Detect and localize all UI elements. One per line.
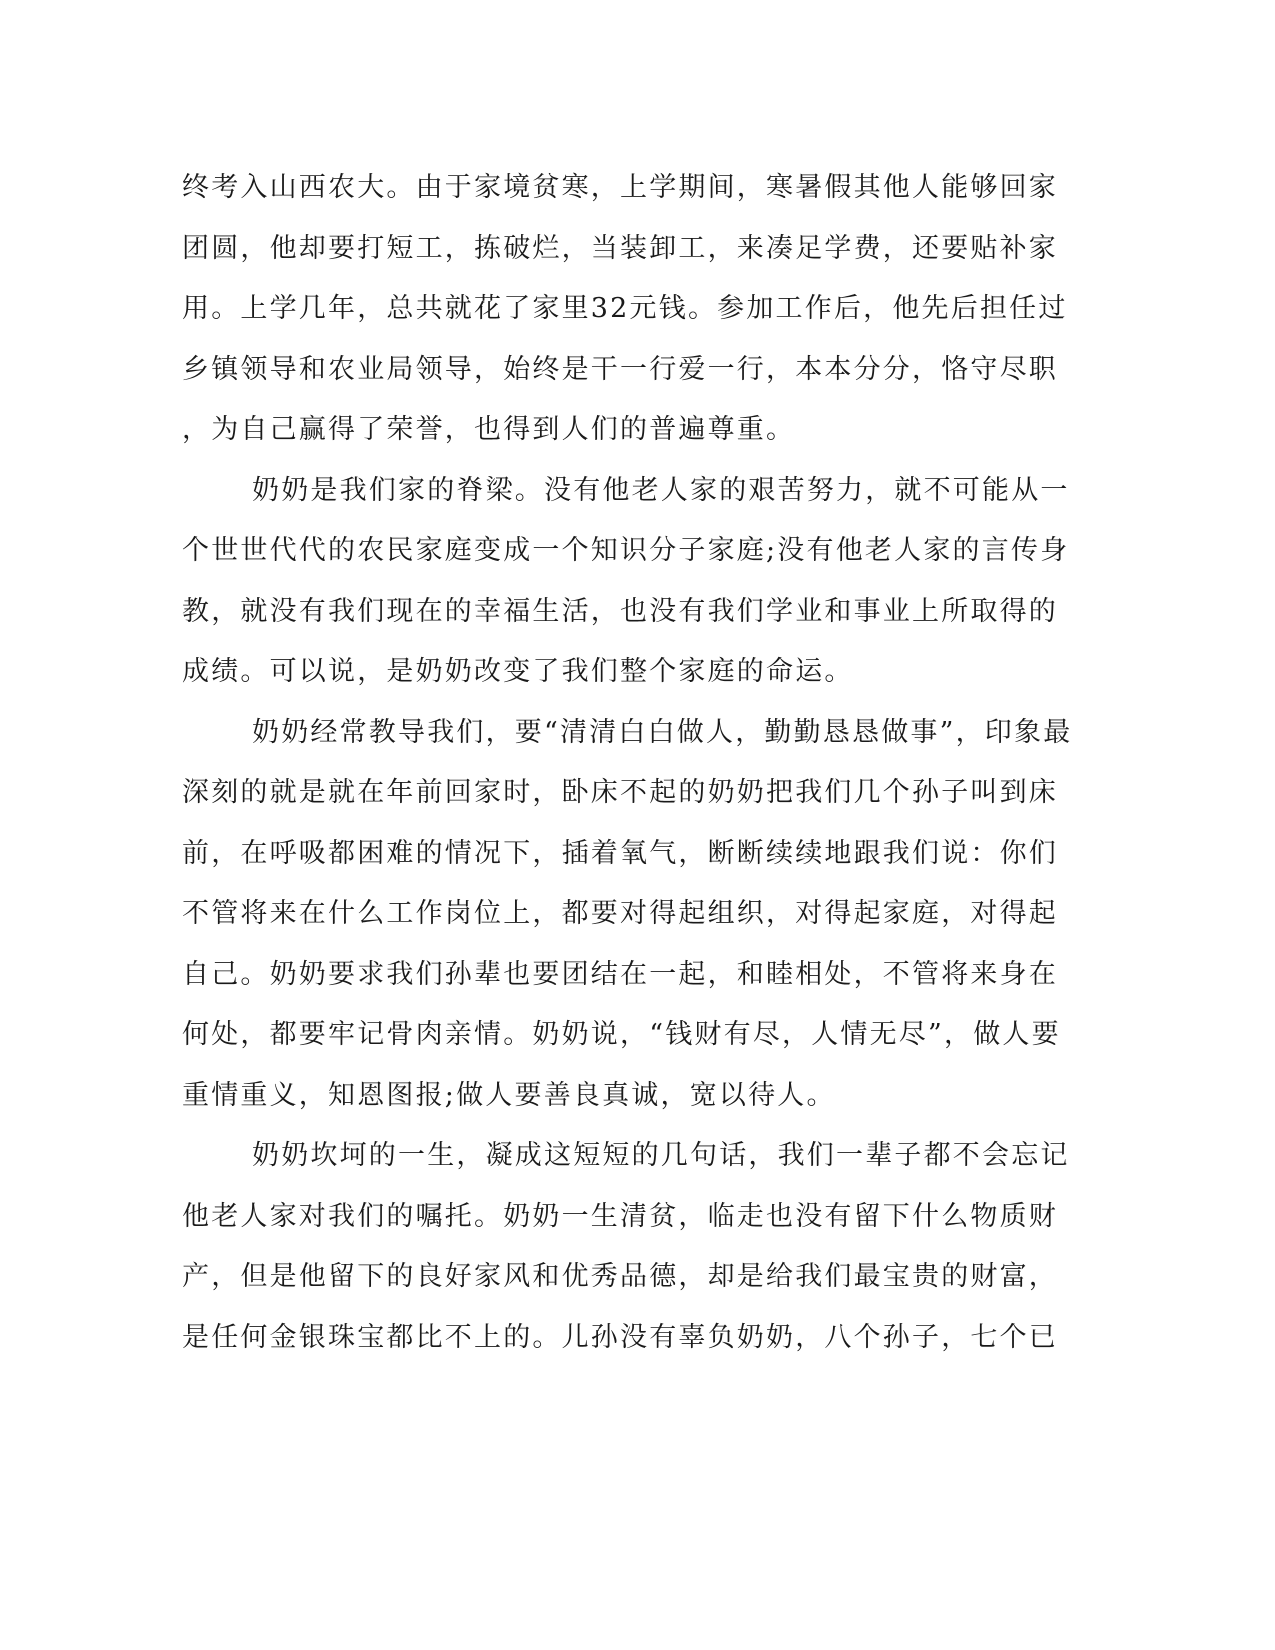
text-line: 个世世代代的农民家庭变成一个知识分子家庭;没有他老人家的言传身 — [182, 535, 1070, 566]
text-line: 何处，都要牢记骨肉亲情。奶奶说，“钱财有尽，人情无尽”，做人要 — [182, 1019, 1061, 1050]
text-line: 前，在呼吸都困难的情况下，插着氧气，断断续续地跟我们说：你们 — [182, 837, 1058, 869]
text-line: 重情重义，知恩图报;做人要善良真诚，宽以待人。 — [182, 1079, 836, 1111]
text-line: 终考入山西农大。由于家境贫寒，上学期间，寒暑假其他人能够回家 — [182, 172, 1058, 203]
document-body — [182, 158, 1073, 1368]
text-line: 教，就没有我们现在的幸福生活，也没有我们学业和事业上所取得的 — [182, 595, 1058, 627]
text-line: 用。上学几年，总共就花了家里32元钱。参加工作后，他先后担任过 — [182, 293, 1068, 324]
text-line: 产，但是他留下的良好家风和优秀品德，却是给我们最宝贵的财富， — [182, 1261, 1058, 1292]
text-line: 他老人家对我们的嘱托。奶奶一生清贫，临走也没有留下什么物质财 — [182, 1200, 1058, 1232]
text-line: ，为自己赢得了荣誉，也得到人们的普遍尊重。 — [182, 414, 796, 445]
text-line: 乡镇领导和农业局领导，始终是干一行爱一行，本本分分，恪守尽职 — [182, 353, 1058, 385]
paragraph-2 — [182, 461, 1070, 703]
text-line: 深刻的就是就在年前回家时，卧床不起的奶奶把我们几个孙子叫到床 — [182, 777, 1058, 808]
text-line: 奶奶是我们家的脊梁。没有他老人家的艰苦努力，就不可能从一 — [252, 474, 1070, 506]
paragraph-3 — [182, 703, 1073, 1127]
text-line: 奶奶坎坷的一生，凝成这短短的几句话，我们一辈子都不会忘记 — [252, 1140, 1070, 1171]
text-line: 成绩。可以说，是奶奶改变了我们整个家庭的命运。 — [182, 656, 854, 687]
text-line: 是任何金银珠宝都比不上的。儿孙没有辜负奶奶，八个孙子，七个已 — [182, 1321, 1058, 1353]
paragraph-1 — [182, 158, 1068, 461]
text-line: 奶奶经常教导我们，要“清清白白做人，勤勤恳恳做事”，印象最 — [252, 716, 1073, 748]
text-line: 团圆，他却要打短工，拣破烂，当装卸工，来凑足学费，还要贴补家 — [182, 232, 1058, 264]
text-line: 不管将来在什么工作岗位上，都要对得起组织，对得起家庭，对得起 — [182, 898, 1058, 929]
text-line: 自己。奶奶要求我们孙辈也要团结在一起，和睦相处，不管将来身在 — [182, 958, 1058, 990]
paragraph-4 — [182, 1126, 1070, 1368]
